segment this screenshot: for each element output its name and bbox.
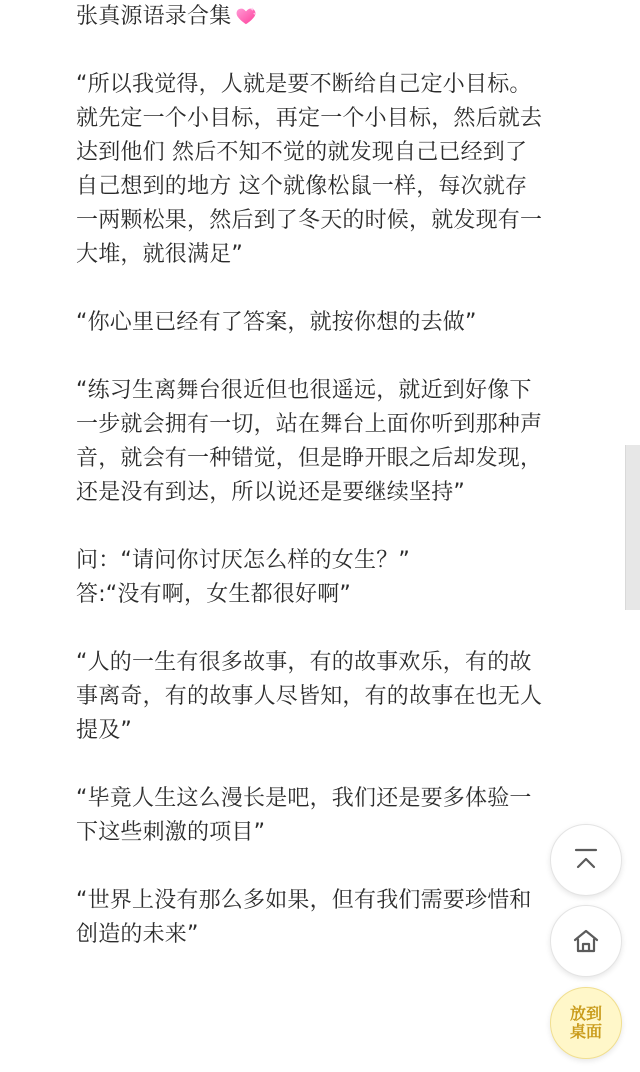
- quote-line: “世界上没有那么多如果，但有我们需要珍惜和: [76, 888, 532, 913]
- quote-5: [76, 646, 576, 748]
- home-icon: [569, 924, 603, 958]
- home-button[interactable]: [550, 905, 622, 977]
- quote-line: 事离奇，有的故事人尽皆知，有的故事在也无人: [76, 684, 543, 709]
- quote-line: 提及”: [76, 718, 132, 743]
- quote-line: 就先定一个小目标，再定一个小目标，然后就去: [76, 106, 543, 131]
- quote-line: 达到他们 然后不知不觉的就发现自己已经到了: [76, 140, 528, 165]
- quote-line: 还是没有到达，所以说还是要继续坚持”: [76, 480, 465, 505]
- sparkling-heart-icon: [235, 4, 257, 26]
- article-title-text: 张真源语录合集: [76, 4, 232, 29]
- quote-line: 音，就会有一种错觉，但是睁开眼之后却发现，: [76, 446, 543, 471]
- scrollbar[interactable]: [625, 445, 640, 610]
- qa-answer: 答:“没有啊，女生都很好啊”: [76, 582, 352, 607]
- article-content: [76, 0, 576, 952]
- add-to-desktop-label: 放到 桌面: [569, 1004, 602, 1041]
- quote-line: 下这些刺激的项目”: [76, 820, 266, 845]
- quote-line: 创造的未来”: [76, 922, 199, 947]
- quote-line: “人的一生有很多故事，有的故事欢乐，有的故: [76, 650, 532, 675]
- qa-block: [76, 544, 576, 612]
- quote-line: 一步就会拥有一切，站在舞台上面你听到那种声: [76, 412, 543, 437]
- quote-line: 自己想到的地方 这个就像松鼠一样，每次就存: [76, 174, 528, 199]
- quote-line: “练习生离舞台很近但也很遥远，就近到好像下: [76, 378, 532, 403]
- quote-6: [76, 782, 576, 850]
- quote-1: [76, 68, 576, 272]
- quote-line: 一两颗松果，然后到了冬天的时候，就发现有一: [76, 208, 543, 233]
- quote-2: [76, 306, 576, 340]
- quote-line: 大堆，就很满足”: [76, 242, 243, 267]
- quote-line: “所以我觉得，人就是要不断给自己定小目标。: [76, 72, 532, 97]
- quote-line: “你心里已经有了答案，就按你想的去做”: [76, 310, 477, 335]
- quote-line: “毕竟人生这么漫长是吧，我们还是要多体验一: [76, 786, 532, 811]
- back-to-top-button[interactable]: [550, 824, 622, 896]
- chevron-up-bar-icon: [569, 843, 603, 877]
- quote-7: [76, 884, 576, 952]
- qa-question: 问：“请问你讨厌怎么样的女生？”: [76, 548, 410, 573]
- article-title: [76, 0, 576, 34]
- add-to-desktop-button[interactable]: [550, 987, 622, 1059]
- quote-3: [76, 374, 576, 510]
